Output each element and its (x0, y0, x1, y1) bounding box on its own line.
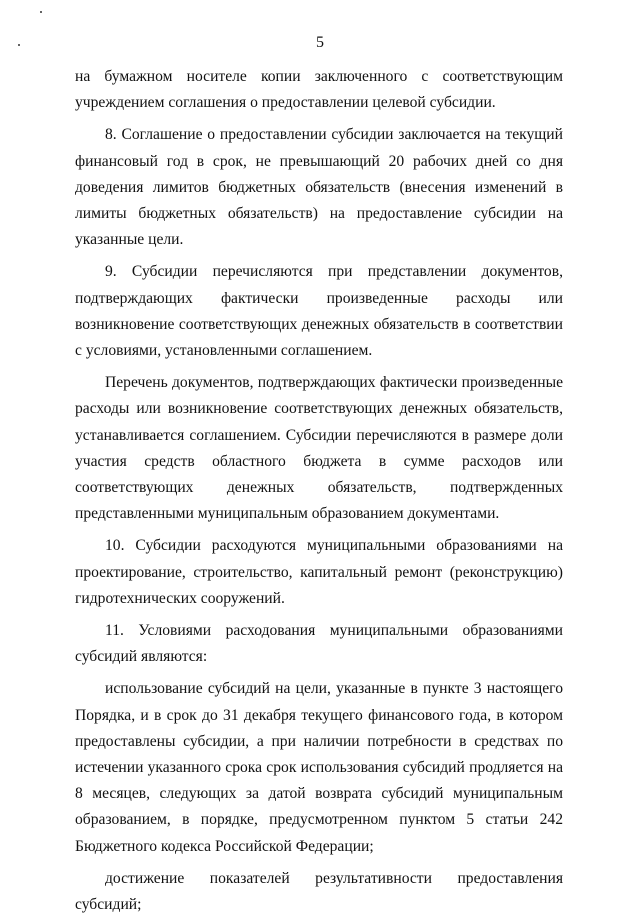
paragraph-documents-list: Перечень документов, подтверждающих фактически произведенные расходы или возникновение соответствующих денежных обязательств, устанавливается соглашением. Субсидии перечисляются в размере доли участия средств областного бюджета в сумме расходов или соответствующих денежных обязательств, подтвержденных представленными муниципальным образованием документами. (75, 374, 563, 523)
paragraph-condition-usage: использование субсидий на цели, указанные в пункте 3 настоящего Порядка, и в срок до 31 декабря текущего финансового года, в котором предоставлены субсидии, а при наличии потребности в средствах по истечении указанного срока срок использования субсидий продляется на 8 месяцев, следующих за датой возврата субсидий муниципальным образованием, в порядке, предусмотренном пунктом 5 статьи 242 Бюджетного кодекса Российской Федерации; (75, 680, 563, 855)
paragraph-continuation: на бумажном носителе копии заключенного с соответствующим учреждением соглашения о предоставлении целевой субсидии. (75, 68, 563, 112)
paragraph-item-11: 11. Условиями расходования муниципальными образованиями субсидий являются: (75, 622, 563, 666)
paragraph-item-9: 9. Субсидии перечисляются при представлении документов, подтверждающих фактически произведенные расходы или возникновение соответствующих денежных обязательств в соответствии с условиями, установленными соглашением. (75, 263, 563, 360)
document-body (75, 64, 563, 924)
page-number: 5 (316, 34, 324, 51)
paragraph-item-10: 10. Субсидии расходуются муниципальными образованиями на проектирование, строительство, капитальный ремонт (реконструкцию) гидротехнических сооружений. (75, 537, 563, 607)
paragraph-item-8: 8. Соглашение о предоставлении субсидии заключается на текущий финансовый год в срок, не превышающий 20 рабочих дней со дня доведения лимитов бюджетных обязательств (внесения изменений в лимиты бюджетных обязательств) на предоставление субсидии на указанные цели. (75, 126, 563, 249)
scan-speck (40, 11, 42, 13)
paragraph-condition-indicators: достижение показателей результативности предоставления субсидий; (75, 869, 563, 914)
